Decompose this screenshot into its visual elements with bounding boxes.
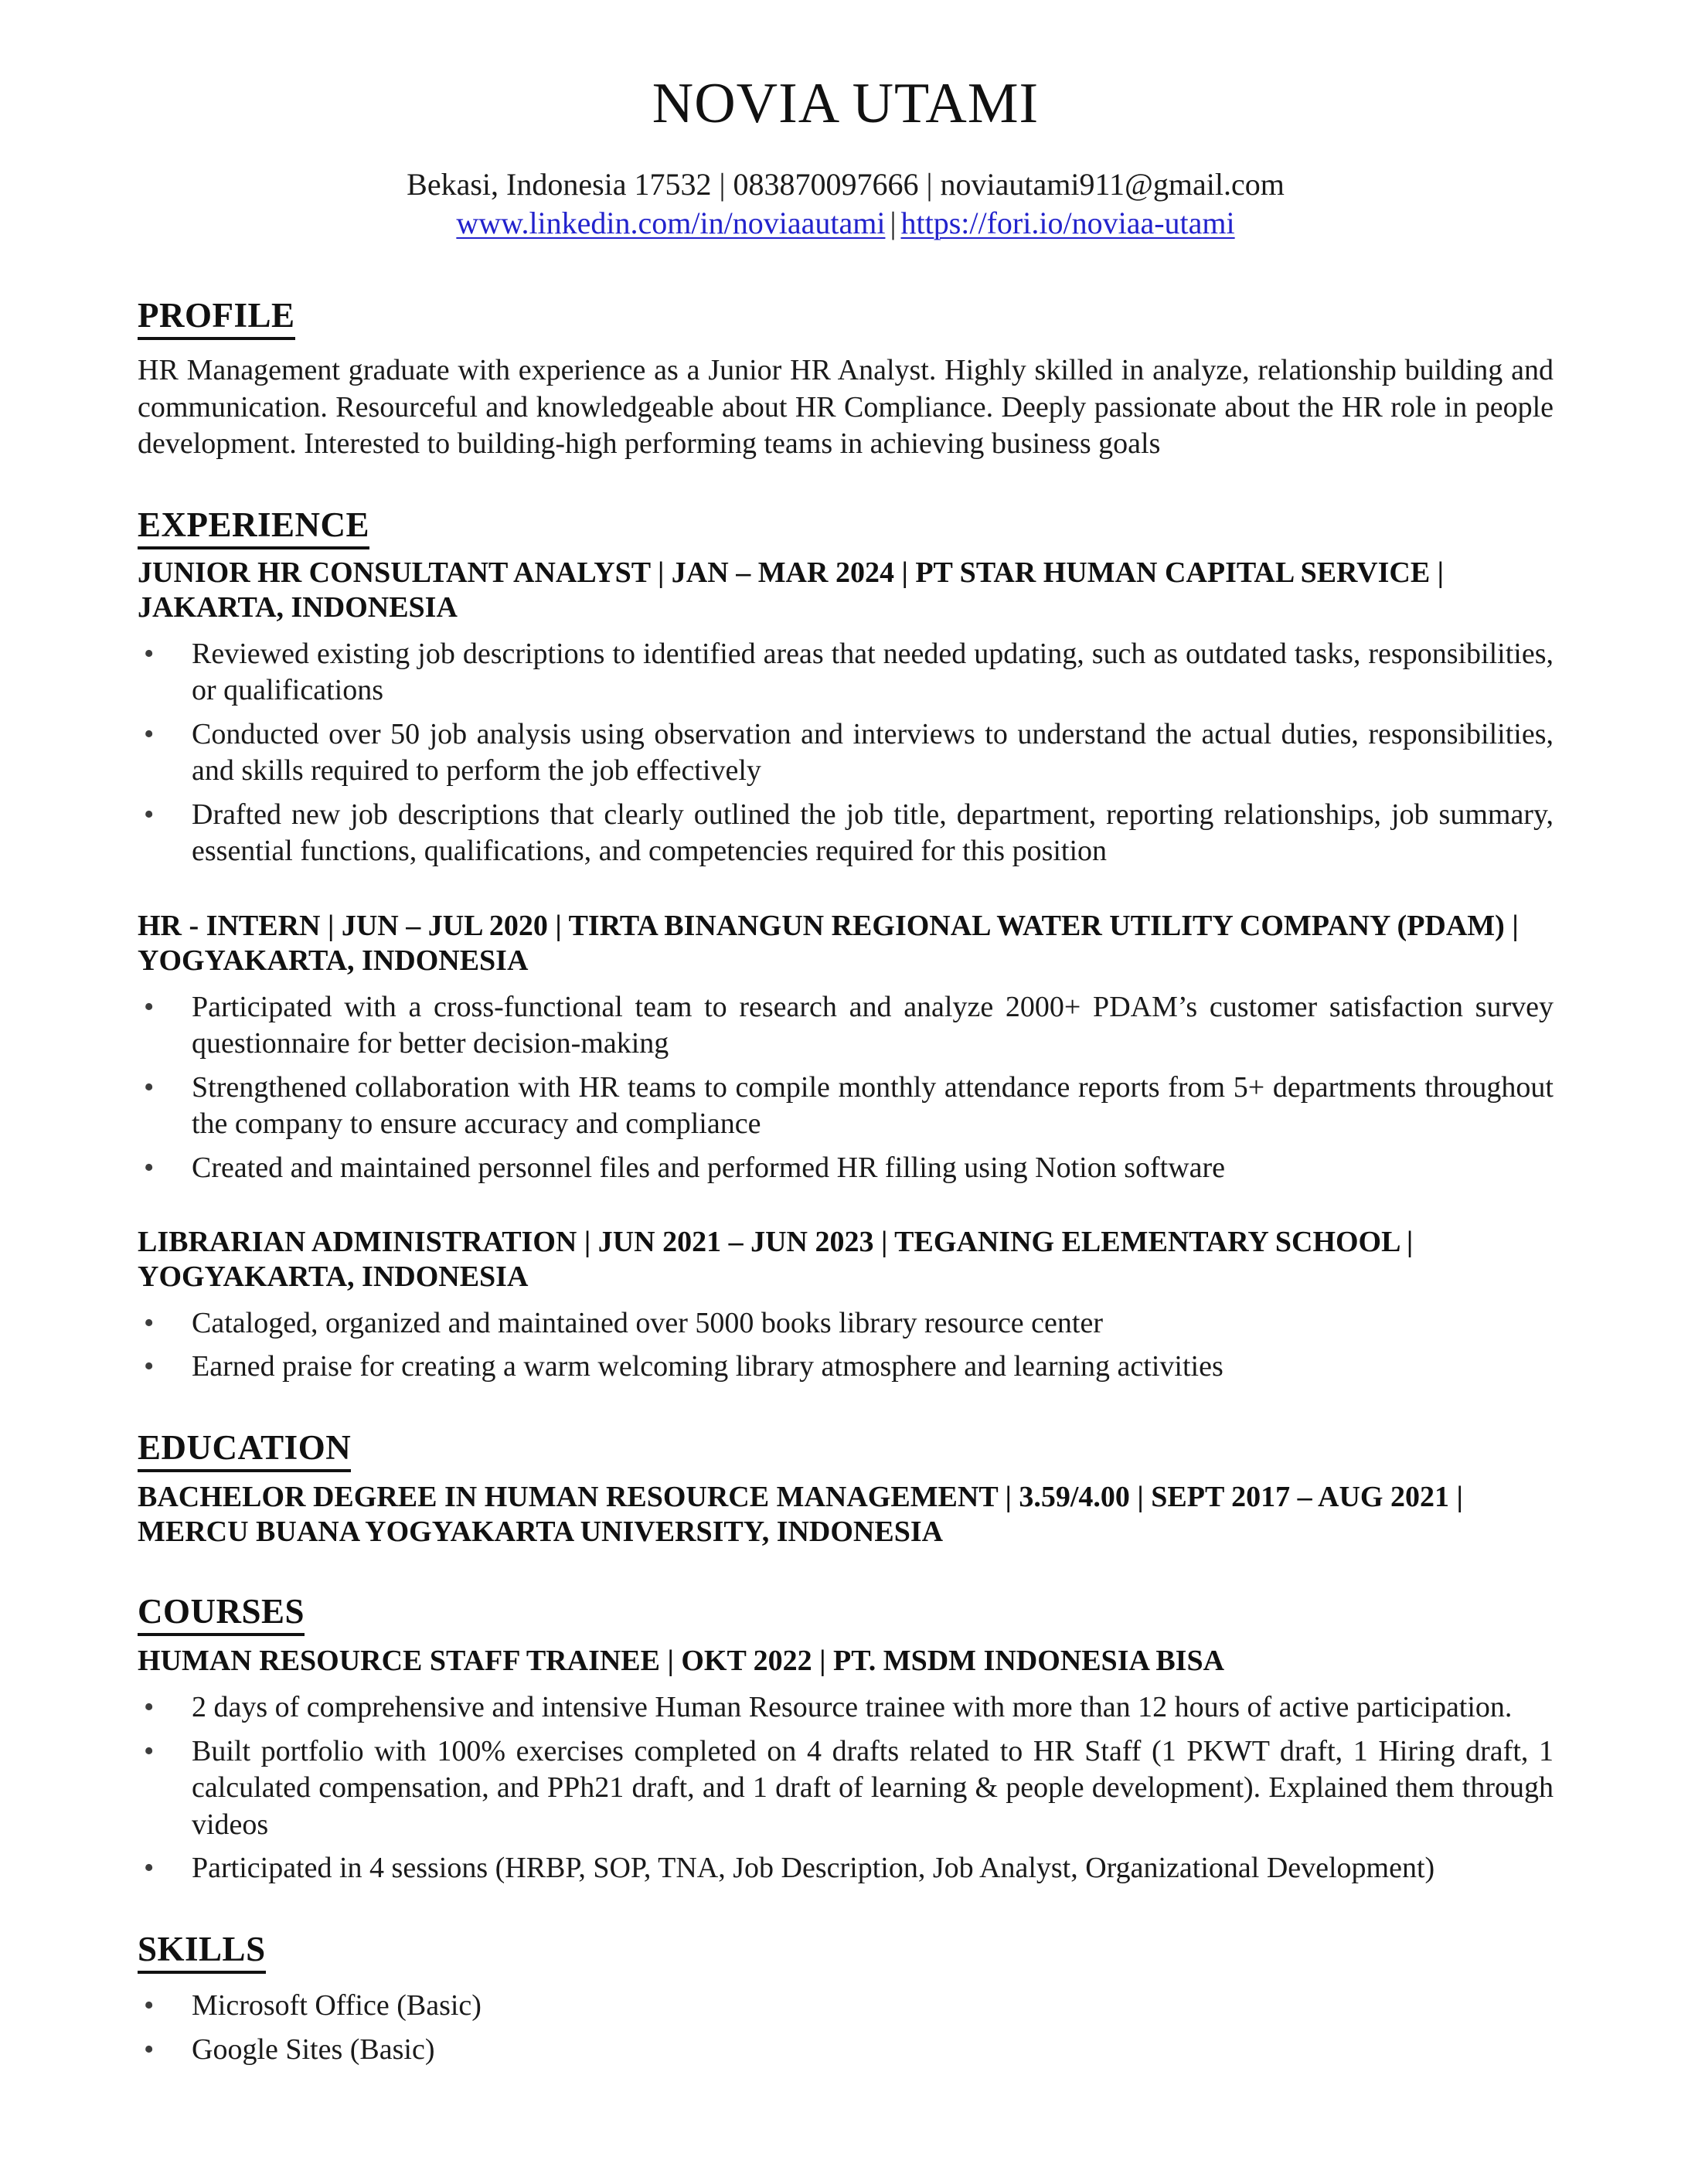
bullet-item: • Reviewed existing job descriptions to identified areas that needed updating, such as outdated tasks, responsibilities, or qualifications	[138, 636, 1554, 709]
job-bullets	[138, 989, 1554, 1187]
person-name: NOVIA UTAMI	[652, 72, 1040, 135]
skills-section	[138, 1931, 1554, 2069]
bullet-item: • Strengthened collaboration with HR teams to compile monthly attendance reports from 5+ departments throughout the company to ensure accuracy and compliance	[138, 1070, 1554, 1143]
bullet-item: • Microsoft Office (Basic)	[138, 1988, 1554, 2025]
bullet-item: • Participated with a cross-functional team to research and analyze 2000+ PDAM’s customer satisfaction survey questionnaire for better decision-making	[138, 989, 1554, 1063]
bullet-item: • Built portfolio with 100% exercises completed on 4 drafts related to HR Staff (1 PKWT draft, 1 Hiring draft, 1 calculated compensation, and PPh21 draft, and 1 draft of learning & people development). Explained them through videos	[138, 1733, 1554, 1844]
bullet-item: • Earned praise for creating a warm welcoming library atmosphere and learning activities	[138, 1349, 1554, 1386]
course-bullets	[138, 1689, 1554, 1887]
profile-heading: PROFILE	[138, 297, 295, 341]
job-title: LIBRARIAN ADMINISTRATION | JUN 2021 – JUN 2023 | TEGANING ELEMENTARY SCHOOL | YOGYAKARTA, INDONESIA	[138, 1226, 1414, 1293]
education-section	[138, 1429, 1554, 1550]
education-heading: EDUCATION	[138, 1429, 351, 1473]
job-bullets	[138, 636, 1554, 870]
courses-section	[138, 1593, 1554, 1887]
experience-heading: EXPERIENCE	[138, 506, 369, 550]
bullet-item: • 2 days of comprehensive and intensive Human Resource trainee with more than 12 hours of active participation.	[138, 1689, 1554, 1726]
bullet-item: • Google Sites (Basic)	[138, 2032, 1554, 2069]
courses-heading: COURSES	[138, 1593, 305, 1637]
profile-section	[138, 297, 1554, 463]
bullet-item: • Participated in 4 sessions (HRBP, SOP, TNA, Job Description, Job Analyst, Organizational Development)	[138, 1850, 1554, 1887]
job-librarian-administration	[138, 1225, 1554, 1386]
links-line	[138, 206, 1554, 241]
bullet-item: • Created and maintained personnel files and performed HR filling using Notion software	[138, 1150, 1554, 1187]
job-hr-intern	[138, 909, 1554, 1186]
contact-line: Bekasi, Indonesia 17532 | 083870097666 | noviautami911@gmail.com	[407, 166, 1285, 202]
experience-section	[138, 506, 1554, 1386]
job-title: JUNIOR HR CONSULTANT ANALYST | JAN – MAR 2024 | PT STAR HUMAN CAPITAL SERVICE | JAKARTA, INDONESIA	[138, 556, 1445, 624]
skills-bullets	[138, 1988, 1554, 2068]
links-separator: |	[890, 205, 897, 240]
bullet-item: • Cataloged, organized and maintained over 5000 books library resource center	[138, 1305, 1554, 1342]
course-title: HUMAN RESOURCE STAFF TRAINEE | OKT 2022 | PT. MSDM INDONESIA BISA	[138, 1645, 1225, 1678]
job-bullets	[138, 1305, 1554, 1386]
resume-header	[138, 74, 1554, 241]
bullet-item: • Drafted new job descriptions that clearly outlined the job title, department, reporting relationships, job summary, essential functions, qualifications, and competencies required for this position	[138, 797, 1554, 870]
bullet-item: • Conducted over 50 job analysis using observation and interviews to understand the actual duties, responsibilities, and skills required to perform the job effectively	[138, 716, 1554, 790]
job-junior-hr-consultant-analyst	[138, 556, 1554, 870]
profile-text: HR Management graduate with experience as a Junior HR Analyst. Highly skilled in analyze, relationship building and communication. Resourceful and knowledgeable about HR Compliance. Deeply passionate about the HR role in people development. Interested to building-high performing teams in achieving business goals	[138, 354, 1554, 461]
portfolio-link[interactable]: https://fori.io/noviaa-utami	[900, 205, 1235, 240]
linkedin-link[interactable]: www.linkedin.com/in/noviaautami	[456, 205, 886, 240]
education-degree: BACHELOR DEGREE IN HUMAN RESOURCE MANAGEMENT | 3.59/4.00 | SEPT 2017 – AUG 2021 | MERCU BUANA YOGYAKARTA UNIVERSITY, INDONESIA	[138, 1481, 1463, 1548]
skills-heading: SKILLS	[138, 1931, 266, 1975]
job-title: HR - INTERN | JUN – JUL 2020 | TIRTA BINANGUN REGIONAL WATER UTILITY COMPANY (PDAM) | YOGYAKARTA, INDONESIA	[138, 909, 1519, 977]
